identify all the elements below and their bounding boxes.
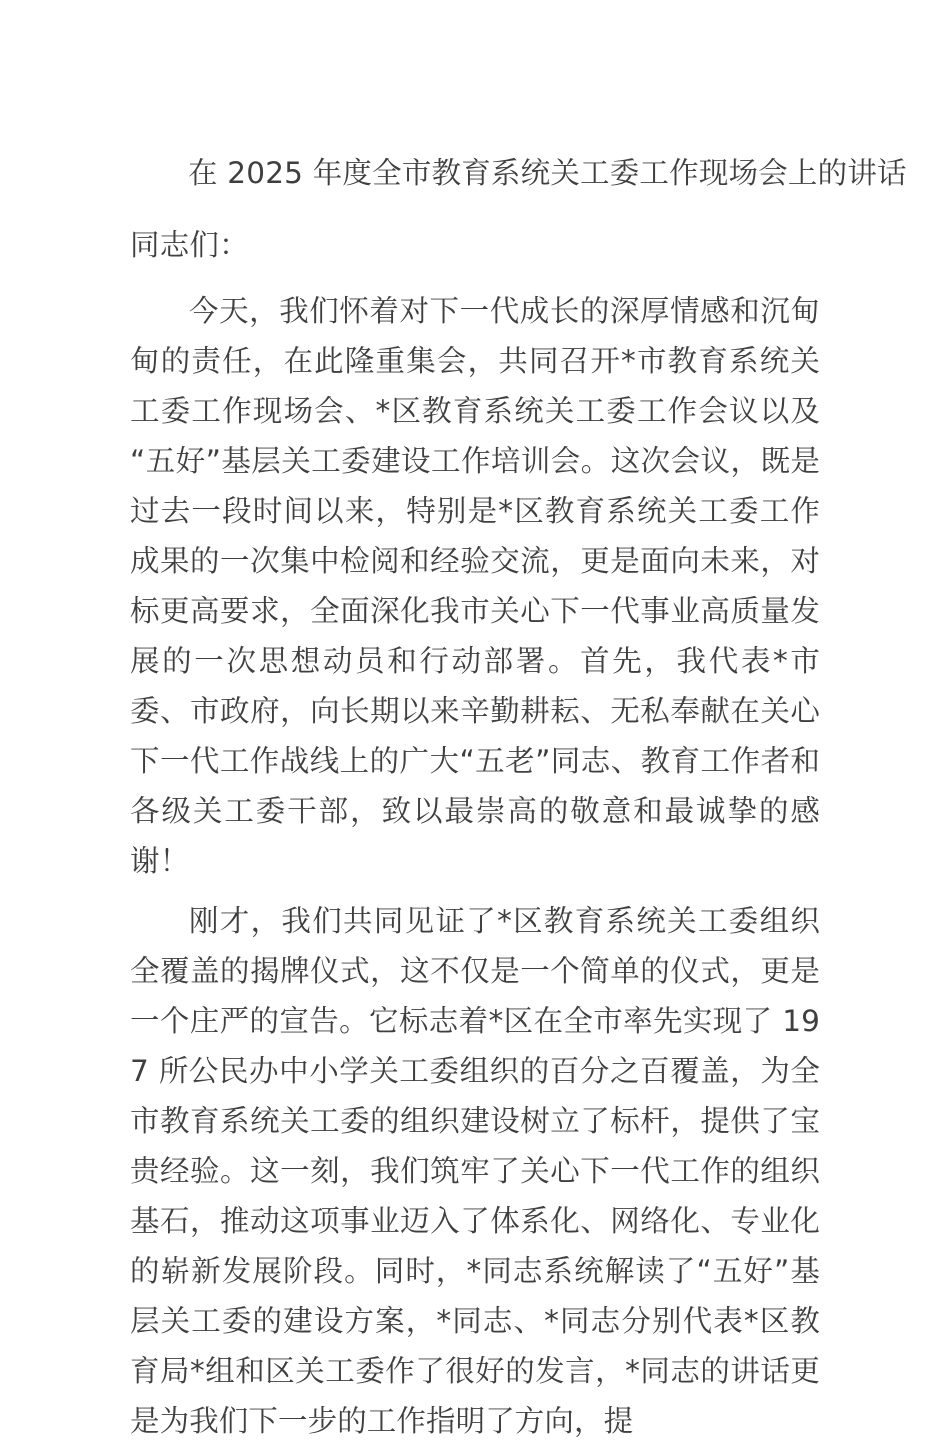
- salutation-line: 同志们：: [130, 228, 249, 262]
- body-paragraph-1: 今天，我们怀着对下一代成长的深厚情感和沉甸甸的责任，在此隆重集会，共同召开*市教育系统关工委工作现场会、*区教育系统关工委工作会议以及“五好”基层关工委建设工作培训会。这次会议，既是过去一段时间以来，特别是*区教育系统关工委工作成果的一次集中检阅和经验交流，更是面向未来，对标更高要求，全面深化我市关心下一代事业高质量发展的一次思想动员和行动部署。首先，我代表*市委、市政府，向长期以来辛勤耕耘、无私奉献在关心下一代工作战线上的广大“五老”同志、教育工作者和各级关工委干部，致以最崇高的敬意和最诚挚的感谢！: [130, 294, 820, 878]
- document-text-block: [130, 148, 907, 1446]
- body-paragraph-2: 刚才，我们共同见证了*区教育系统关工委组织全覆盖的揭牌仪式，这不仅是一个简单的仪式，更是一个庄严的宣告。它标志着*区在全市率先实现了 197 所公民办中小学关工委组织的百分之百覆盖，为全市教育系统关工委的组织建设树立了标杆，提供了宝贵经验。这一刻，我们筑牢了关心下一代工作的组织基石，推动这项事业迈入了体系化、网络化、专业化的崭新发展阶段。同时，*同志系统解读了“五好”基层关工委的建设方案，*同志、*同志分别代表*区教育局*组和区关工委作了很好的发言，*同志的讲话更是为我们下一步的工作指明了方向，提: [130, 904, 820, 1438]
- document-title: 在 2025 年度全市教育系统关工委工作现场会上的讲话: [188, 156, 907, 190]
